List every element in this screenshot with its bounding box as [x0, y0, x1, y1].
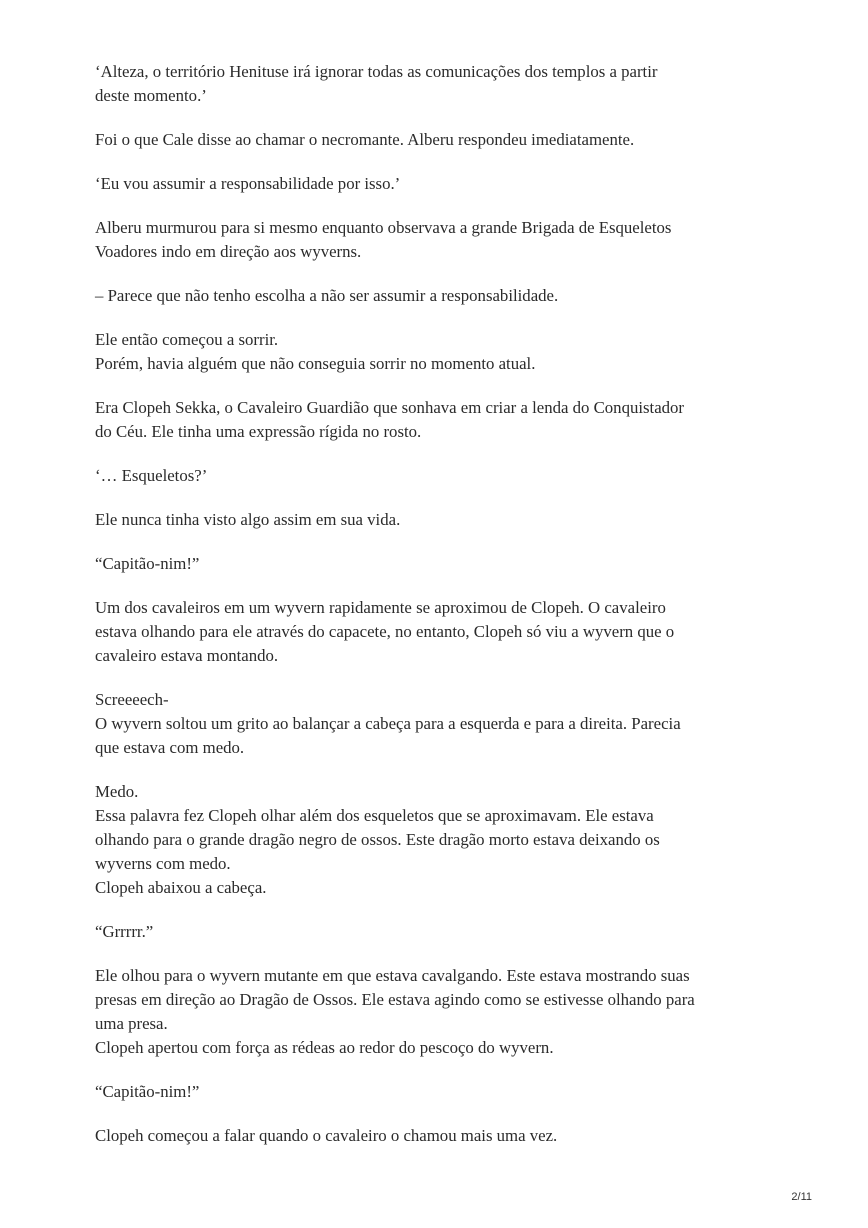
paragraph	[95, 128, 795, 152]
text-line: “Capitão-nim!”	[95, 1082, 200, 1101]
text-line: Screeeech-	[95, 690, 169, 709]
text-line: presas em direção ao Dragão de Ossos. Ele estava agindo como se estivesse olhando para	[95, 990, 695, 1009]
text-line: wyverns com medo.	[95, 854, 231, 873]
text-line: Voadores indo em direção aos wyverns.	[95, 242, 362, 261]
paragraph	[95, 920, 795, 944]
text-line: “Grrrrr.”	[95, 922, 154, 941]
text-line: ‘Eu vou assumir a responsabilidade por isso.’	[95, 174, 401, 193]
text-line: olhando para o grande dragão negro de ossos. Este dragão morto estava deixando os	[95, 830, 660, 849]
text-line: Ele olhou para o wyvern mutante em que estava cavalgando. Este estava mostrando suas	[95, 966, 690, 985]
text-line: do Céu. Ele tinha uma expressão rígida no rosto.	[95, 422, 422, 441]
paragraph	[95, 964, 795, 1060]
text-line: Clopeh abaixou a cabeça.	[95, 878, 267, 897]
text-line: que estava com medo.	[95, 738, 245, 757]
document-body	[95, 60, 795, 1168]
text-line: Medo.	[95, 782, 139, 801]
text-line: Foi o que Cale disse ao chamar o necromante. Alberu respondeu imediatamente.	[95, 130, 635, 149]
text-line: ‘Alteza, o território Henituse irá ignorar todas as comunicações dos templos a partir	[95, 62, 658, 81]
page-number: 2/11	[791, 1191, 812, 1203]
text-line: cavaleiro estava montando.	[95, 646, 279, 665]
text-line: Ele então começou a sorrir.	[95, 330, 279, 349]
text-line: Era Clopeh Sekka, o Cavaleiro Guardião que sonhava em criar a lenda do Conquistador	[95, 398, 685, 417]
paragraph	[95, 596, 795, 668]
text-line: Clopeh começou a falar quando o cavaleiro o chamou mais uma vez.	[95, 1126, 558, 1145]
text-line: Essa palavra fez Clopeh olhar além dos esqueletos que se aproximavam. Ele estava	[95, 806, 654, 825]
paragraph	[95, 464, 795, 488]
paragraph	[95, 60, 795, 108]
paragraph	[95, 172, 795, 196]
paragraph	[95, 780, 795, 900]
paragraph	[95, 328, 795, 376]
paragraph	[95, 216, 795, 264]
paragraph	[95, 1124, 795, 1148]
text-line: Porém, havia alguém que não conseguia sorrir no momento atual.	[95, 354, 536, 373]
text-line: estava olhando para ele através do capacete, no entanto, Clopeh só viu a wyvern que o	[95, 622, 675, 641]
paragraph	[95, 688, 795, 760]
text-line: Um dos cavaleiros em um wyvern rapidamente se aproximou de Clopeh. O cavaleiro	[95, 598, 666, 617]
text-line: – Parece que não tenho escolha a não ser assumir a responsabilidade.	[95, 286, 559, 305]
text-line: Ele nunca tinha visto algo assim em sua vida.	[95, 510, 401, 529]
text-line: uma presa.	[95, 1014, 168, 1033]
text-line: “Capitão-nim!”	[95, 554, 200, 573]
paragraph	[95, 508, 795, 532]
text-line: O wyvern soltou um grito ao balançar a cabeça para a esquerda e para a direita. Parecia	[95, 714, 681, 733]
text-line: Clopeh apertou com força as rédeas ao redor do pescoço do wyvern.	[95, 1038, 554, 1057]
paragraph	[95, 552, 795, 576]
text-line: deste momento.’	[95, 86, 207, 105]
text-line: Alberu murmurou para si mesmo enquanto observava a grande Brigada de Esqueletos	[95, 218, 672, 237]
paragraph	[95, 396, 795, 444]
paragraph	[95, 1080, 795, 1104]
text-line: ‘… Esqueletos?’	[95, 466, 208, 485]
paragraph	[95, 284, 795, 308]
